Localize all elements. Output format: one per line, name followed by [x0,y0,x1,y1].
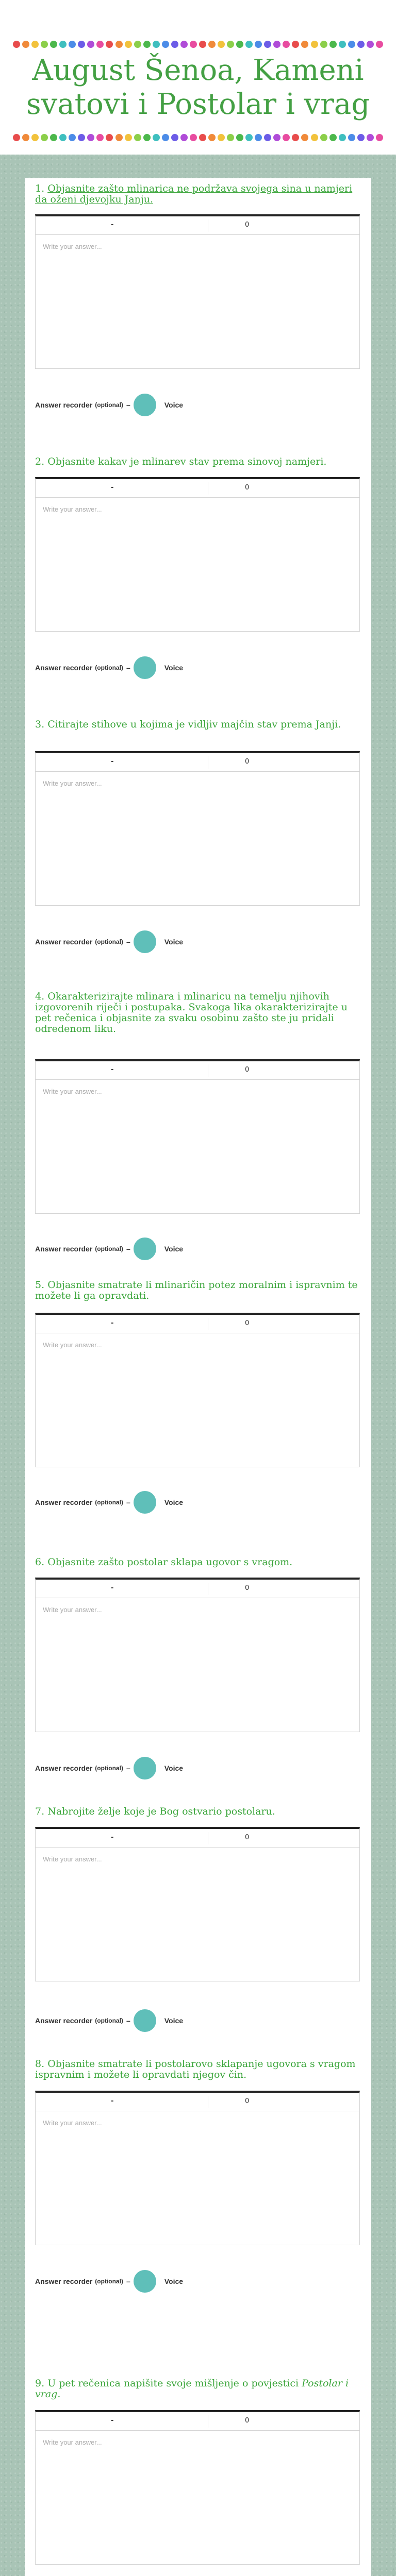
question-work-title: Postolar i vrag [35,2378,349,2400]
question-number: 6. [35,1556,45,1568]
decorative-dot [264,41,271,48]
decorative-dot [59,134,67,141]
decorative-dots-bottom [13,133,383,142]
toolbar-minus[interactable]: - [111,2417,114,2425]
recorder-optional: (optional) [95,401,123,409]
voice-label: Voice [164,664,184,672]
answer-recorder [35,395,241,415]
decorative-dot [106,41,113,48]
answer-toolbar [36,479,359,498]
question-suffix: . [57,2388,61,2400]
decorative-dot [199,41,206,48]
voice-record-button[interactable] [134,1757,156,1780]
question-number: 1. [35,183,45,194]
voice-record-button[interactable] [134,1238,156,1260]
answer-input[interactable] [36,498,359,631]
toolbar-minus[interactable]: - [111,2097,114,2105]
decorative-dot [376,41,383,48]
decorative-dot [357,134,365,141]
decorative-dot [190,134,197,141]
answer-box [35,751,360,906]
recorder-label: Answer recorder [35,1245,93,1253]
answer-input[interactable] [36,1599,359,1731]
question-prompt [35,1806,361,1817]
question-number: 4. [35,991,45,1002]
decorative-dot [31,134,39,141]
decorative-dot [292,134,299,141]
question-number: 7. [35,1806,45,1817]
decorative-dot [273,41,280,48]
answer-toolbar [36,216,359,235]
question-text: Objasnite kakav je mlinarev stav prema sinovoj namjeri. [47,456,327,467]
decorative-dot [162,41,169,48]
answer-box [35,1827,360,1981]
decorative-dot [134,41,141,48]
recorder-optional: (optional) [95,664,123,671]
question-number: 3. [35,719,45,730]
voice-label: Voice [164,401,184,409]
decorative-dot [134,134,141,141]
question-4 [35,986,361,1261]
question-text: Objasnite zašto postolar sklapa ugovor s vragom. [47,1556,293,1568]
recorder-label: Answer recorder [35,2016,93,2025]
decorative-dot [125,41,132,48]
decorative-dot [245,41,253,48]
answer-toolbar [36,1580,359,1598]
decorative-dot [348,134,355,141]
decorative-dot [13,134,20,141]
toolbar-counter: 0 [245,1584,250,1592]
recorder-optional: (optional) [95,2278,123,2285]
decorative-dot [180,41,188,48]
answer-toolbar [36,2412,359,2431]
toolbar-minus[interactable]: - [111,1834,114,1841]
recorder-label: Answer recorder [35,401,93,409]
decorative-dot [171,41,178,48]
recorder-dash: – [126,401,130,409]
answer-recorder [35,2010,241,2031]
answer-input[interactable] [36,1334,359,1466]
decorative-dot [41,134,48,141]
decorative-dot [329,134,337,141]
decorative-dot [264,134,271,141]
title-area [10,49,386,126]
question-text: Objasnite smatrate li mlinaričin potez moralnim i ispravnim te možete li ga opravdati. [35,1279,358,1301]
answer-input[interactable] [36,235,359,368]
decorative-dot [227,41,234,48]
answer-box [35,477,360,632]
decorative-dot [78,134,85,141]
question-text: Nabrojite želje koje je Bog ostvario postolaru. [47,1806,275,1817]
answer-input[interactable] [36,2112,359,2244]
decorative-dot [273,134,280,141]
answer-box [35,1313,360,1467]
recorder-optional: (optional) [95,2017,123,2024]
question-text: Objasnite smatrate li postolarovo sklapanje ugovora s vragom ispravnim i možete li opravdati njegov čin. [35,2058,356,2080]
decorative-dot [153,41,160,48]
question-1 [35,178,361,417]
question-3 [35,714,361,954]
recorder-label: Answer recorder [35,664,93,672]
question-prompt [35,1557,361,1568]
answer-recorder [35,657,241,678]
answer-box [35,1578,360,1732]
voice-record-button[interactable] [134,930,156,953]
decorative-dot [96,41,104,48]
recorder-optional: (optional) [95,938,123,945]
voice-record-button[interactable] [134,2009,156,2032]
decorative-dot [69,134,76,141]
decorative-dot [208,41,216,48]
recorder-optional: (optional) [95,1499,123,1506]
recorder-dash: – [126,2277,130,2285]
toolbar-minus[interactable]: - [111,1584,114,1592]
decorative-dot [143,41,151,48]
answer-toolbar [36,2093,359,2111]
toolbar-counter: 0 [245,1066,250,1074]
question-text: Okarakterizirajte mlinara i mlinaricu na temelju njihovih izgovorenih riječi i postupaka. Svakoga lika okarakterizirajte u pet rečenica i objasnite za svaku osobinu zašto ste ju pridali određenom liku. [35,991,348,1035]
answer-recorder [35,1492,241,1513]
decorative-dot [320,134,327,141]
toolbar-counter: 0 [245,221,250,229]
answer-toolbar [36,1829,359,1848]
answer-recorder [35,2271,241,2292]
header [0,0,396,155]
voice-record-button[interactable] [134,394,156,416]
decorative-dot [180,134,188,141]
decorative-dot [311,134,318,141]
recorder-dash: – [126,1764,130,1772]
question-text: Citirajte stihove u kojima je vidljiv majčin stav prema Janji. [47,719,341,730]
question-prompt [35,1280,361,1301]
question-prompt [35,183,361,205]
question-number: 2. [35,456,45,467]
decorative-dot [329,41,337,48]
answer-toolbar [36,753,359,772]
toolbar-minus[interactable]: - [111,1319,114,1327]
answer-input[interactable] [36,1848,359,1980]
decorative-dot [162,134,169,141]
decorative-dot [22,41,29,48]
voice-label: Voice [164,1764,184,1772]
decorative-dot [283,41,290,48]
page-title: August Šenoa, Kameni svatovi i Postolar i vrag [26,54,370,121]
decorative-dot [106,134,113,141]
recorder-label: Answer recorder [35,2277,93,2285]
decorative-dot [301,41,308,48]
decorative-dot [87,41,94,48]
decorative-dot [218,134,225,141]
answer-input[interactable] [36,1080,359,1213]
decorative-dot [50,134,57,141]
decorative-dot [245,134,253,141]
decorative-dot [41,41,48,48]
answer-input[interactable] [36,2431,359,2564]
decorative-dot [348,41,355,48]
answer-input[interactable] [36,772,359,905]
question-number: 5. [35,1279,45,1291]
answer-box [35,2091,360,2245]
toolbar-minus[interactable]: - [111,758,114,766]
toolbar-minus[interactable]: - [111,221,114,229]
decorative-dot [218,41,225,48]
toolbar-counter: 0 [245,484,250,492]
voice-label: Voice [164,2277,184,2285]
decorative-dot [208,134,216,141]
recorder-dash: – [126,664,130,672]
question-number: 9. [35,2378,45,2389]
voice-record-button[interactable] [134,1491,156,1514]
answer-toolbar [36,1315,359,1333]
voice-record-button[interactable] [134,2270,156,2293]
decorative-dot [78,41,85,48]
voice-label: Voice [164,1498,184,1506]
question-text: U pet rečenica napišite svoje mišljenje o povjestici [47,2378,299,2389]
worksheet [25,178,371,2576]
decorative-dot [116,41,123,48]
question-number: 8. [35,2058,45,2070]
question-8 [35,2054,361,2294]
answer-box [35,214,360,369]
decorative-dot [87,134,94,141]
decorative-dot [143,134,151,141]
decorative-dot [367,134,374,141]
toolbar-counter: 0 [245,2097,250,2105]
answer-recorder [35,1758,241,1778]
decorative-dot [339,134,346,141]
decorative-dot [283,134,290,141]
answer-box [35,2410,360,2565]
question-prompt [35,719,361,730]
answer-toolbar [36,1061,359,1080]
question-9 [35,2373,361,2576]
decorative-dot [227,134,234,141]
recorder-dash: – [126,1498,130,1506]
question-2 [35,451,361,680]
decorative-dot [357,41,365,48]
answer-box [35,1059,360,1214]
decorative-dot [301,134,308,141]
recorder-label: Answer recorder [35,1498,93,1506]
decorative-dot [320,41,327,48]
voice-record-button[interactable] [134,656,156,679]
recorder-optional: (optional) [95,1245,123,1252]
question-prompt [35,2059,361,2080]
voice-label: Voice [164,1245,184,1253]
recorder-optional: (optional) [95,1765,123,1772]
voice-label: Voice [164,2016,184,2025]
question-prompt [35,456,361,467]
voice-label: Voice [164,938,184,946]
recorder-dash: – [126,2016,130,2025]
decorative-dot [153,134,160,141]
decorative-dots-top [13,40,383,49]
decorative-dot [367,41,374,48]
decorative-dot [171,134,178,141]
question-5 [35,1275,361,1515]
answer-recorder [35,931,241,952]
decorative-dot [255,41,262,48]
decorative-dot [59,41,67,48]
decorative-dot [190,41,197,48]
question-6 [35,1552,361,1781]
recorder-dash: – [126,938,130,946]
decorative-dot [311,41,318,48]
toolbar-counter: 0 [245,758,250,766]
recorder-label: Answer recorder [35,1764,93,1772]
toolbar-minus[interactable]: - [111,484,114,492]
decorative-dot [236,134,243,141]
decorative-dot [292,41,299,48]
answer-recorder [35,1239,241,1259]
decorative-dot [125,134,132,141]
toolbar-counter: 0 [245,2417,250,2425]
decorative-dot [50,41,57,48]
question-7 [35,1801,361,2033]
decorative-dot [236,41,243,48]
toolbar-counter: 0 [245,1319,250,1327]
decorative-dot [96,134,104,141]
decorative-dot [69,41,76,48]
decorative-dot [339,41,346,48]
decorative-dot [22,134,29,141]
decorative-dot [199,134,206,141]
decorative-dot [13,41,20,48]
recorder-label: Answer recorder [35,938,93,946]
decorative-dot [376,134,383,141]
decorative-dot [255,134,262,141]
question-prompt [35,2378,361,2400]
toolbar-minus[interactable]: - [111,1066,114,1074]
decorative-dot [31,41,39,48]
toolbar-counter: 0 [245,1834,250,1841]
recorder-dash: – [126,1245,130,1253]
decorative-dot [116,134,123,141]
question-prompt [35,991,361,1035]
question-text-underlined: Objasnite zašto mlinarica ne podržava svojega sina u namjeri da oženi djevojku Janju. [35,183,353,205]
